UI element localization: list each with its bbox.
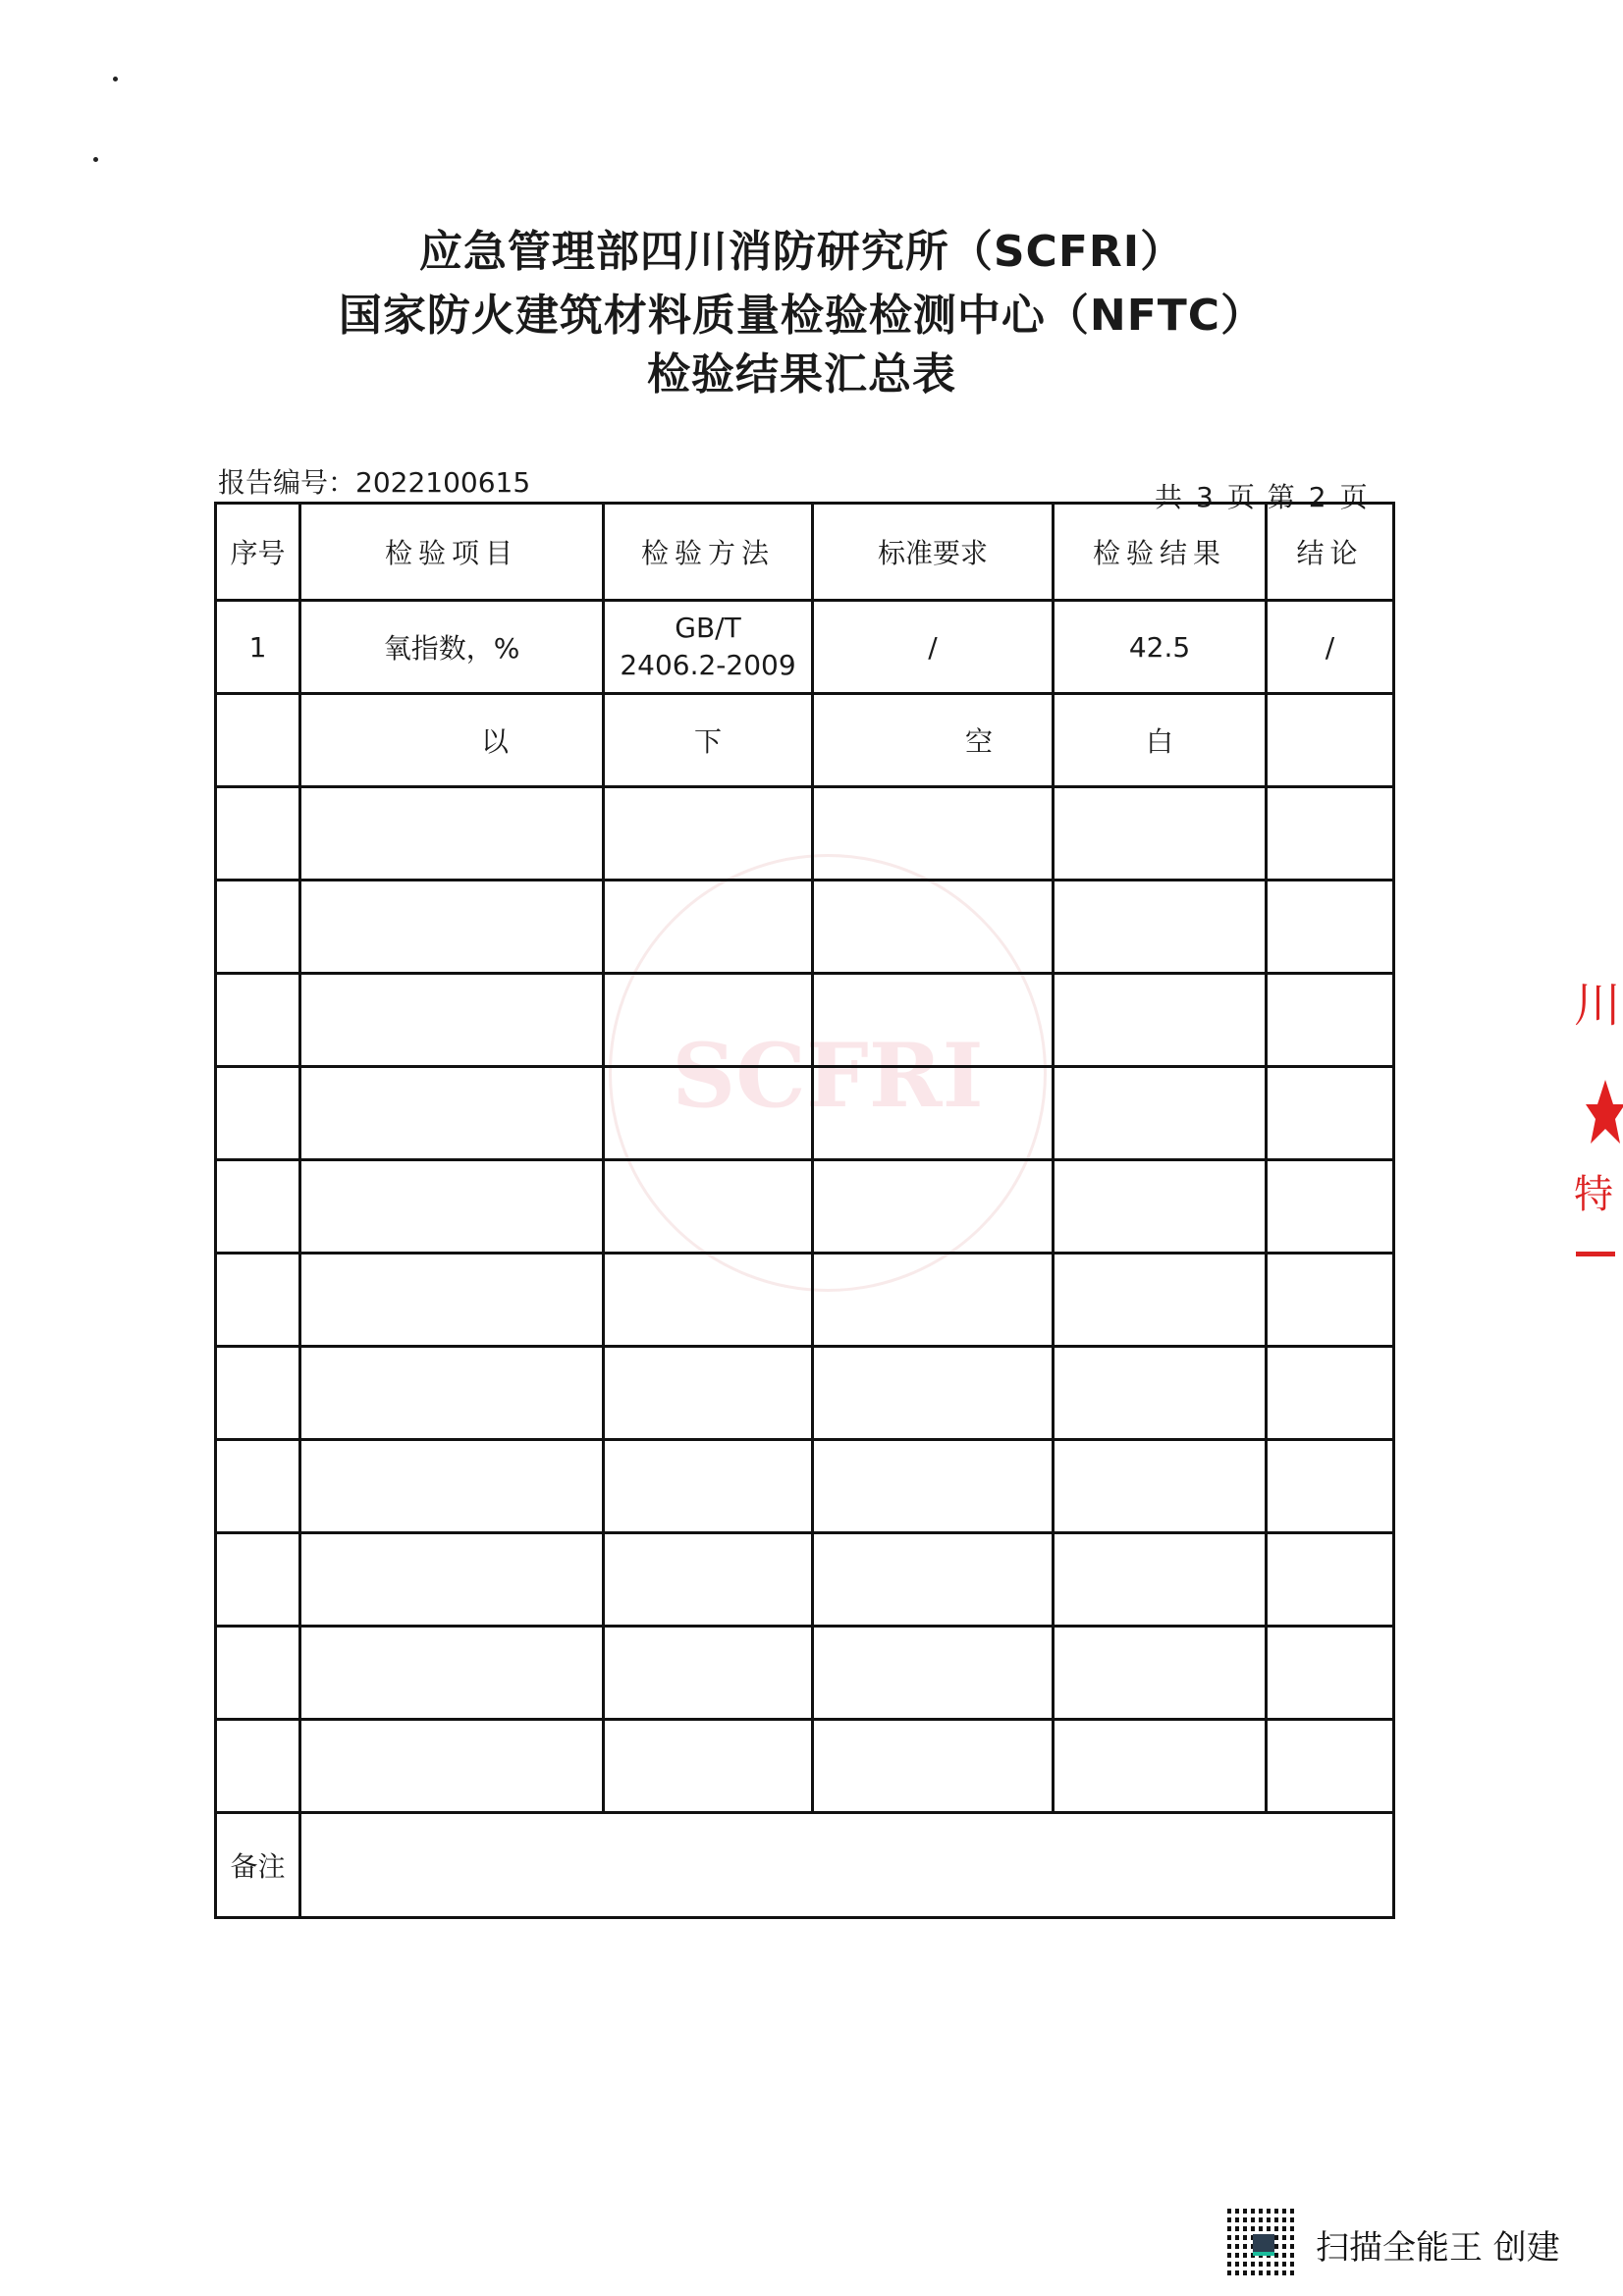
cell-empty bbox=[813, 1067, 1054, 1160]
svg-text:特: 特 bbox=[1574, 1172, 1613, 1217]
cell-empty bbox=[1267, 1254, 1394, 1347]
cell-empty bbox=[216, 881, 300, 974]
blank-marker-4: 白 bbox=[1054, 694, 1267, 787]
table-row-empty bbox=[216, 1347, 1394, 1440]
col-header-result: 检验结果 bbox=[1054, 504, 1267, 601]
table-row-empty bbox=[216, 1254, 1394, 1347]
remark-label: 备注 bbox=[216, 1813, 300, 1918]
cell-empty bbox=[216, 1347, 300, 1440]
cell-empty bbox=[300, 1254, 604, 1347]
page-prefix: 共 bbox=[1155, 481, 1185, 513]
cell-empty bbox=[216, 694, 300, 787]
cell-empty bbox=[604, 1720, 813, 1813]
cell-empty bbox=[300, 1627, 604, 1720]
cell-empty bbox=[1054, 1533, 1267, 1627]
scanner-watermark bbox=[1227, 2209, 1560, 2279]
blank-marker-2: 下 bbox=[604, 694, 813, 787]
cell-empty bbox=[216, 1533, 300, 1627]
results-table bbox=[214, 502, 1395, 1919]
document-title: 检验结果汇总表 bbox=[647, 349, 956, 400]
report-number: 报告编号：2022100615 bbox=[218, 466, 531, 499]
table-row-empty bbox=[216, 1627, 1394, 1720]
cell-empty bbox=[813, 881, 1054, 974]
page-suffix: 页 bbox=[1339, 481, 1370, 513]
table-row-empty bbox=[216, 1440, 1394, 1533]
cell-empty bbox=[1054, 1720, 1267, 1813]
cell-requirement: / bbox=[813, 601, 1054, 694]
col-header-item: 检验项目 bbox=[300, 504, 604, 601]
cell-empty bbox=[216, 1254, 300, 1347]
scan-speck bbox=[93, 157, 98, 162]
remark-value bbox=[300, 1813, 1394, 1918]
cell-empty bbox=[1054, 1627, 1267, 1720]
cell-empty bbox=[216, 1627, 300, 1720]
cell-empty bbox=[1267, 1720, 1394, 1813]
cell-empty bbox=[604, 1067, 813, 1160]
cell-empty bbox=[216, 1440, 300, 1533]
cell-empty bbox=[1054, 881, 1267, 974]
cell-empty bbox=[300, 881, 604, 974]
cell-empty bbox=[604, 1627, 813, 1720]
cell-empty bbox=[604, 1347, 813, 1440]
center-title: 国家防火建筑材料质量检验检测中心（NFTC） bbox=[338, 291, 1266, 341]
cell-method: GB/T 2406.2-2009 bbox=[604, 601, 813, 694]
col-header-requirement: 标准要求 bbox=[813, 504, 1054, 601]
cell-result: 42.5 bbox=[1054, 601, 1267, 694]
cell-empty bbox=[813, 1440, 1054, 1533]
institute-title: 应急管理部四川消防研究所（SCFRI） bbox=[418, 227, 1185, 277]
cell-empty bbox=[1267, 974, 1394, 1067]
edge-seal-fragment bbox=[1566, 972, 1623, 1286]
cell-empty bbox=[1054, 1347, 1267, 1440]
cell-empty bbox=[1267, 787, 1394, 881]
cell-empty bbox=[1267, 1440, 1394, 1533]
cell-empty bbox=[1054, 974, 1267, 1067]
cell-empty bbox=[300, 1347, 604, 1440]
svg-text:川: 川 bbox=[1574, 978, 1622, 1033]
scanner-footer-text: 扫描全能王 创建 bbox=[1316, 2227, 1560, 2268]
total-pages: 3 bbox=[1196, 481, 1216, 513]
remark-row bbox=[216, 1813, 1394, 1918]
cell-empty bbox=[1267, 694, 1394, 787]
table-header-row bbox=[216, 504, 1394, 601]
cell-empty bbox=[604, 1254, 813, 1347]
cell-item: 氧指数，% bbox=[300, 601, 604, 694]
cell-empty bbox=[1054, 1067, 1267, 1160]
cell-empty bbox=[604, 881, 813, 974]
page-mid: 页 第 bbox=[1226, 481, 1297, 513]
table-row-empty bbox=[216, 1533, 1394, 1627]
table-row-empty bbox=[216, 1160, 1394, 1254]
cell-empty bbox=[604, 787, 813, 881]
cell-empty bbox=[813, 787, 1054, 881]
cell-empty bbox=[1267, 1347, 1394, 1440]
cell-empty bbox=[813, 974, 1054, 1067]
cell-empty bbox=[1267, 1627, 1394, 1720]
cell-empty bbox=[1267, 1067, 1394, 1160]
cell-empty bbox=[813, 1347, 1054, 1440]
table-row-empty bbox=[216, 787, 1394, 881]
table-row-empty bbox=[216, 1720, 1394, 1813]
blank-marker-row bbox=[216, 694, 1394, 787]
cell-conclusion: / bbox=[1267, 601, 1394, 694]
cell-empty bbox=[300, 1720, 604, 1813]
cell-empty bbox=[300, 1067, 604, 1160]
cell-empty bbox=[300, 974, 604, 1067]
cell-empty bbox=[300, 1160, 604, 1254]
scan-speck bbox=[113, 77, 118, 81]
camscanner-badge-icon bbox=[1253, 2234, 1274, 2256]
cell-empty bbox=[604, 1533, 813, 1627]
cell-empty bbox=[1267, 1160, 1394, 1254]
cell-no: 1 bbox=[216, 601, 300, 694]
cell-empty bbox=[300, 787, 604, 881]
cell-empty bbox=[216, 787, 300, 881]
table-row-empty bbox=[216, 1067, 1394, 1160]
table-row-empty bbox=[216, 974, 1394, 1067]
col-header-no: 序号 bbox=[216, 504, 300, 601]
cell-empty bbox=[813, 1160, 1054, 1254]
cell-empty bbox=[813, 1627, 1054, 1720]
table-row-empty bbox=[216, 881, 1394, 974]
col-header-method: 检验方法 bbox=[604, 504, 813, 601]
table-row bbox=[216, 601, 1394, 694]
cell-empty bbox=[216, 1160, 300, 1254]
cell-empty bbox=[1054, 787, 1267, 881]
cell-empty bbox=[604, 974, 813, 1067]
cell-empty bbox=[1054, 1254, 1267, 1347]
cell-empty bbox=[813, 1720, 1054, 1813]
qr-code-icon bbox=[1227, 2209, 1298, 2279]
cell-empty bbox=[216, 1067, 300, 1160]
cell-empty bbox=[604, 1160, 813, 1254]
cell-empty bbox=[216, 974, 300, 1067]
col-header-conclusion: 结论 bbox=[1267, 504, 1394, 601]
blank-marker-3: 空 bbox=[813, 694, 1054, 787]
current-page: 2 bbox=[1308, 481, 1328, 513]
cell-empty bbox=[300, 1440, 604, 1533]
cell-empty bbox=[1054, 1160, 1267, 1254]
blank-marker-1: 以 bbox=[300, 694, 604, 787]
cell-empty bbox=[216, 1720, 300, 1813]
cell-empty bbox=[604, 1440, 813, 1533]
cell-empty bbox=[1267, 1533, 1394, 1627]
seal-text: SCFRI bbox=[672, 1024, 984, 1128]
cell-empty bbox=[300, 1533, 604, 1627]
cell-empty bbox=[1267, 881, 1394, 974]
cell-empty bbox=[813, 1533, 1054, 1627]
cell-empty bbox=[813, 1254, 1054, 1347]
cell-empty bbox=[1054, 1440, 1267, 1533]
